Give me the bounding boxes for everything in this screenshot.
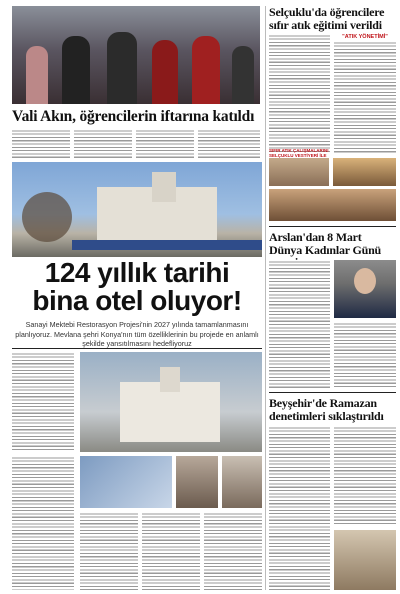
article1-rule xyxy=(269,226,396,227)
article2-body-col1 xyxy=(269,260,330,388)
plan-drawing xyxy=(80,456,172,508)
building-photo xyxy=(80,352,262,452)
hotel-body-col3 xyxy=(142,512,200,590)
article1-photo-1 xyxy=(269,158,329,186)
hotel-headline-line2: bina otel oluyor! xyxy=(32,285,242,316)
iftar-body-col3 xyxy=(136,129,194,159)
article3-body-col1 xyxy=(269,426,330,590)
article2-body-col2 xyxy=(334,322,396,388)
article1-subhead: "ATIK YÖNETİMİ" xyxy=(342,34,388,40)
article3-body-col2 xyxy=(334,426,396,526)
column-separator xyxy=(265,6,266,590)
article3-headline: Beyşehir'de Ramazan denetimleri sıklaştırıldı xyxy=(269,396,384,423)
interior-photo-1 xyxy=(176,456,218,508)
iftar-body-col4 xyxy=(198,129,260,159)
article2-headline: Arslan'dan 8 Mart Dünya Kadınlar Günü xyxy=(269,230,382,257)
article2-rule xyxy=(269,392,396,393)
hotel-subtitle: Sanayi Mektebi Restorasyon Projesi'nin 2027 yılında tamamlanmasını planlıyoruz. Mevlana şehri Konya'nın tüm özelliklerinin bu projede en anlamlı şekilde yansıtılmasını hedefliyoruz xyxy=(15,320,259,349)
article3-photo xyxy=(334,530,396,590)
iftar-headline: Vali Akın, öğrencilerin iftarına katıldı xyxy=(12,108,255,125)
sanayi-mektebi-photo xyxy=(12,162,262,257)
arslan-portrait xyxy=(334,260,396,318)
article1-body-col2 xyxy=(334,41,396,154)
hotel-rule xyxy=(12,348,262,349)
iftar-photo xyxy=(12,6,260,104)
iftar-body-col1 xyxy=(12,129,70,159)
article1-headline: Selçuklu'da öğrencilere sıfır atık eğitimi verildi xyxy=(269,5,385,32)
article1-body-col1 xyxy=(269,34,330,154)
hotel-headline-line1: 124 yıllık tarihi xyxy=(44,257,230,288)
hotel-body-col1b xyxy=(12,456,74,590)
article1-caption: SIFIR ATIK ÇALIŞMALARINI SELÇUKLU VESTİYERİ İLE xyxy=(269,148,329,159)
iftar-body-col2 xyxy=(74,129,132,159)
interior-photo-2 xyxy=(222,456,262,508)
hotel-body-col2 xyxy=(80,512,138,590)
hotel-body-col4 xyxy=(204,512,262,590)
hotel-body-col1 xyxy=(12,352,74,452)
article1-photo-2 xyxy=(333,158,396,186)
article1-photo-3 xyxy=(269,189,396,221)
